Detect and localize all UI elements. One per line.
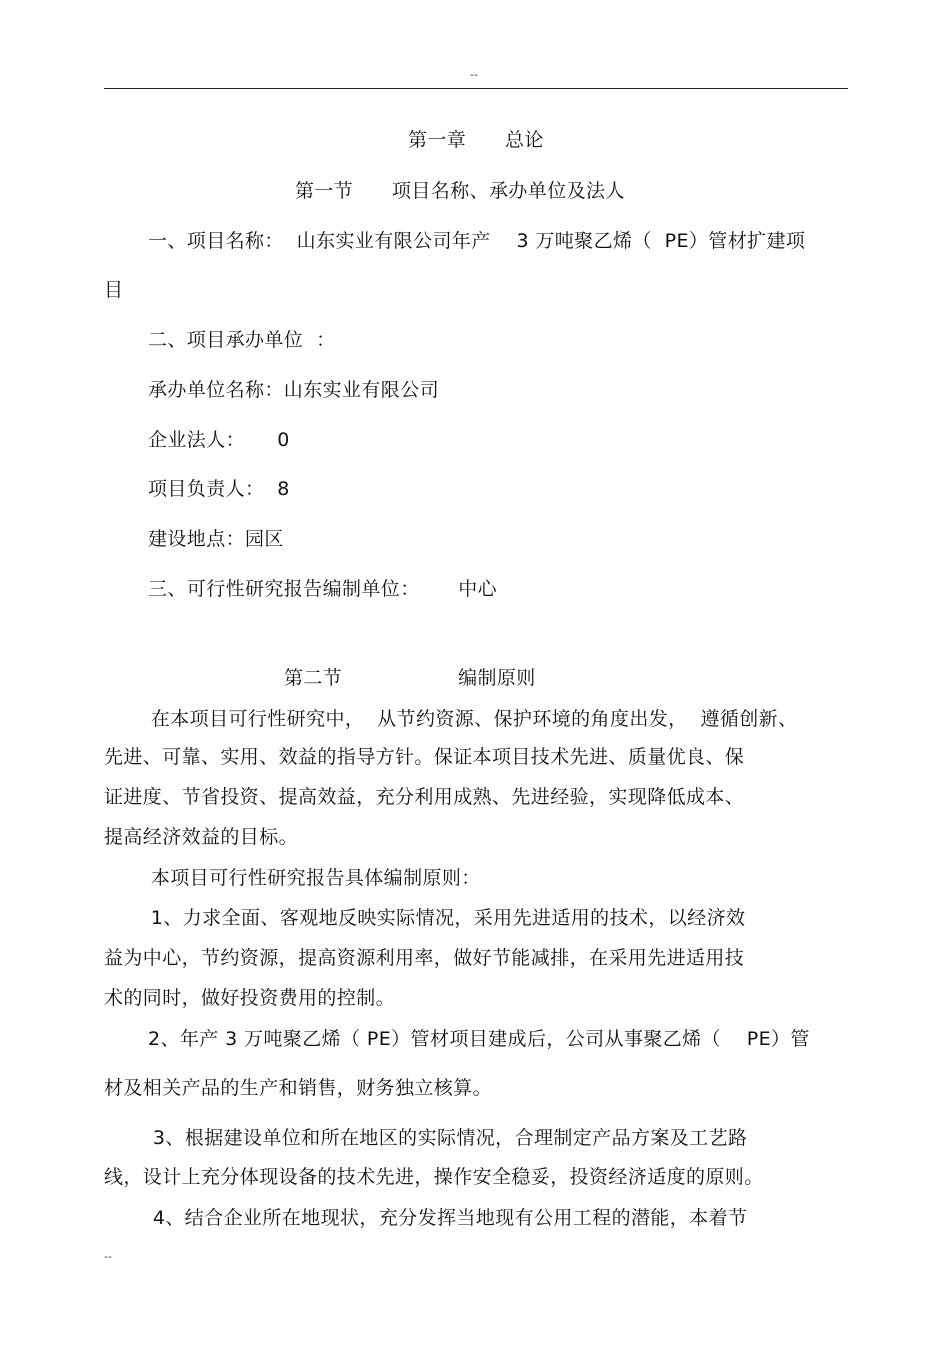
chapter-title: 第一章 总论 [408,129,544,151]
header-rule [104,88,848,89]
legal-person: 企业法人： 0 [148,429,290,451]
principle-2-line-2: 材及相关产品的生产和销售，财务独立核算。 [104,1077,493,1099]
intro-line-1: 在本项目可行性研究中， 从节约资源、保护环境的角度出发， 遵循创新、 [138,708,798,730]
header-mark: -- [470,68,478,81]
section2-title: 第二节 编制原则 [284,667,536,689]
project-name-line-1: 一、项目名称： 山东实业有限公司年产 3 万吨聚乙烯（ PE）管材扩建项 [148,230,806,252]
principle-2-line-1: 2、年产 3 万吨聚乙烯（ PE）管材项目建成后，公司从事聚乙烯（ PE）管 [148,1028,810,1050]
project-leader: 项目负责人： 8 [148,478,290,500]
unit-heading: 二、项目承办单位 ： [148,329,336,351]
principle-1-line-1: 1、力求全面、客观地反映实际情况，采用先进适用的技术，以经济效 [138,907,746,929]
intro-line-2: 先进、可靠、实用、效益的指导方针。保证本项目技术先进、质量优良、保 [104,746,745,768]
footer-mark: -- [104,1250,112,1263]
location: 建设地点：园区 [148,528,284,550]
section1-title: 第一节 项目名称、承办单位及法人 [295,180,625,202]
project-name-line-2: 目 [104,279,124,301]
intro-line-3: 证进度、节省投资、提高效益，充分利用成熟、先进经验，实现降低成本、 [104,786,745,808]
principles-heading: 本项目可行性研究报告具体编制原则： [138,867,481,889]
intro-line-4: 提高经济效益的目标。 [104,826,299,848]
principle-1-line-3: 术的同时，做好投资费用的控制。 [104,987,396,1009]
report-unit: 三、可行性研究报告编制单位： 中心 [148,578,498,600]
unit-name: 承办单位名称：山东实业有限公司 [148,379,440,401]
principle-1-line-2: 益为中心，节约资源，提高资源利用率，做好节能减排，在采用先进适用技 [104,947,745,969]
principle-3-line-2: 线，设计上充分体现设备的技术先进，操作安全稳妥，投资经济适度的原则。 [104,1166,764,1188]
principle-3-line-1: 3、根据建设单位和所在地区的实际情况，合理制定产品方案及工艺路 [140,1127,748,1149]
principle-4-line-1: 4、结合企业所在地现状，充分发挥当地现有公用工程的潜能，本着节 [140,1207,748,1229]
